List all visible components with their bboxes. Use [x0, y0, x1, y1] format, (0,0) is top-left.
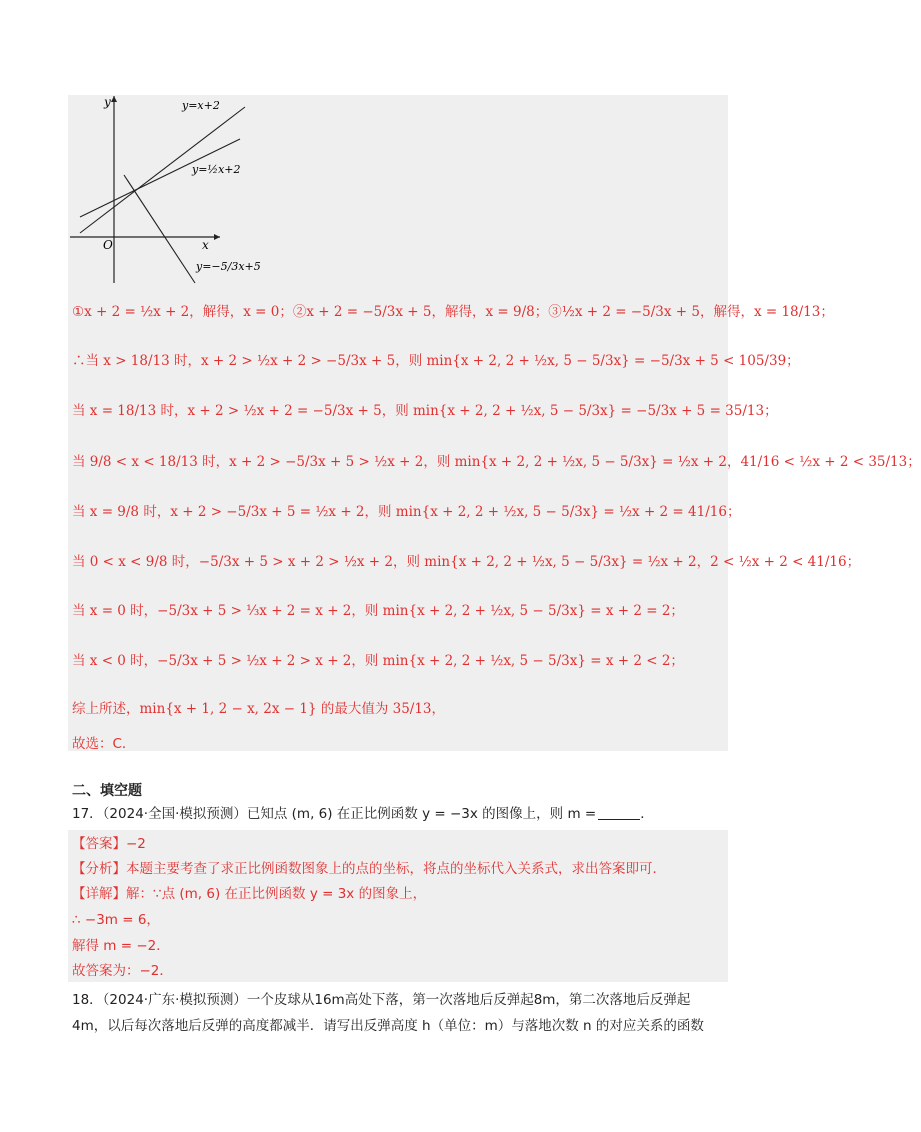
- q17-step2: 解得 m = −2．: [72, 938, 170, 954]
- case-line-5: 当 0 < x < 9/8 时，−5/3x + 5 > x + 2 > ½x + 2，则 min{x + 2, 2 + ½x, 5 − 5/3x} = ½x + 2，2 < ½x + 2 < 41/16；: [72, 554, 861, 570]
- q17-detail: 【详解】解：∵点 (m, 6) 在正比例函数 y = 3x 的图象上，: [72, 886, 427, 902]
- section-heading: 二、填空题: [72, 783, 142, 799]
- x-axis-label: x: [202, 238, 209, 252]
- line2-label: y=½x+2: [192, 163, 241, 176]
- choice-line: 故选：C．: [72, 736, 136, 752]
- q17-analysis: 【分析】本题主要考查了求正比例函数图象上的点的坐标，将点的坐标代入关系式，求出答案即可．: [72, 861, 666, 877]
- case-line-4: 当 x = 9/8 时，x + 2 > −5/3x + 5 = ½x + 2，则 min{x + 2, 2 + ½x, 5 − 5/3x} = ½x + 2 = 41/16；: [72, 504, 741, 520]
- q17-step1: ∴ −3m = 6，: [72, 912, 160, 928]
- q17-stem-text: 17．（2024·全国·模拟预测）已知点 (m, 6) 在正比例函数 y = −3x 的图像上，则 m =: [72, 806, 597, 822]
- q17-stem: [72, 804, 654, 824]
- case-line-7: 当 x < 0 时，−5/3x + 5 > ½x + 2 > x + 2，则 min{x + 2, 2 + ½x, 5 − 5/3x} = x + 2 < 2；: [72, 653, 684, 669]
- line1-label: y=x+2: [182, 99, 220, 112]
- q17-answer-blank[interactable]: [598, 805, 640, 820]
- y-axis-label: y: [104, 95, 111, 109]
- case-line-6: 当 x = 0 时，−5/3x + 5 > ⅓x + 2 = x + 2，则 min{x + 2, 2 + ½x, 5 − 5/3x} = x + 2 = 2；: [72, 603, 684, 619]
- q17-stem-end: ．: [640, 806, 654, 822]
- case-line-2: 当 x = 18/13 时，x + 2 > ½x + 2 = −5/3x + 5，则 min{x + 2, 2 + ½x, 5 − 5/3x} = −5/3x + 5 = 35/13；: [72, 403, 778, 419]
- origin-label: O: [103, 238, 113, 252]
- case-line-1: ∴当 x > 18/13 时，x + 2 > ½x + 2 > −5/3x + 5，则 min{x + 2, 2 + ½x, 5 − 5/3x} = −5/3x + 5 < 105/39；: [72, 353, 800, 369]
- q18-line2: 4m，以后每次落地后反弹的高度都减半．请写出反弹高度 h（单位：m）与落地次数 n 的对应关系的函数: [72, 1018, 704, 1034]
- function-graph: [70, 93, 270, 288]
- q18-line1: 18．（2024·广东·模拟预测）一个皮球从16m高处下落，第一次落地后反弹起8m，第二次落地后反弹起: [72, 992, 691, 1008]
- q17-final: 故答案为：−2．: [72, 963, 173, 979]
- intersection-cases: ①x + 2 = ½x + 2，解得，x = 0；②x + 2 = −5/3x + 5，解得，x = 9/8；③½x + 2 = −5/3x + 5，解得，x = 18/13；: [72, 304, 834, 320]
- q17-answer: 【答案】−2: [72, 836, 146, 852]
- summary-line: 综上所述，min{x + 1, 2 − x, 2x − 1} 的最大值为 35/13，: [72, 701, 446, 717]
- line3-label: y=−5/3x+5: [196, 260, 261, 273]
- answer-shade: [68, 830, 728, 982]
- case-line-3: 当 9/8 < x < 18/13 时，x + 2 > −5/3x + 5 > ½x + 2，则 min{x + 2, 2 + ½x, 5 − 5/3x} = ½x + 2，41/16 < ½x + 2 < 35/13；: [72, 454, 921, 470]
